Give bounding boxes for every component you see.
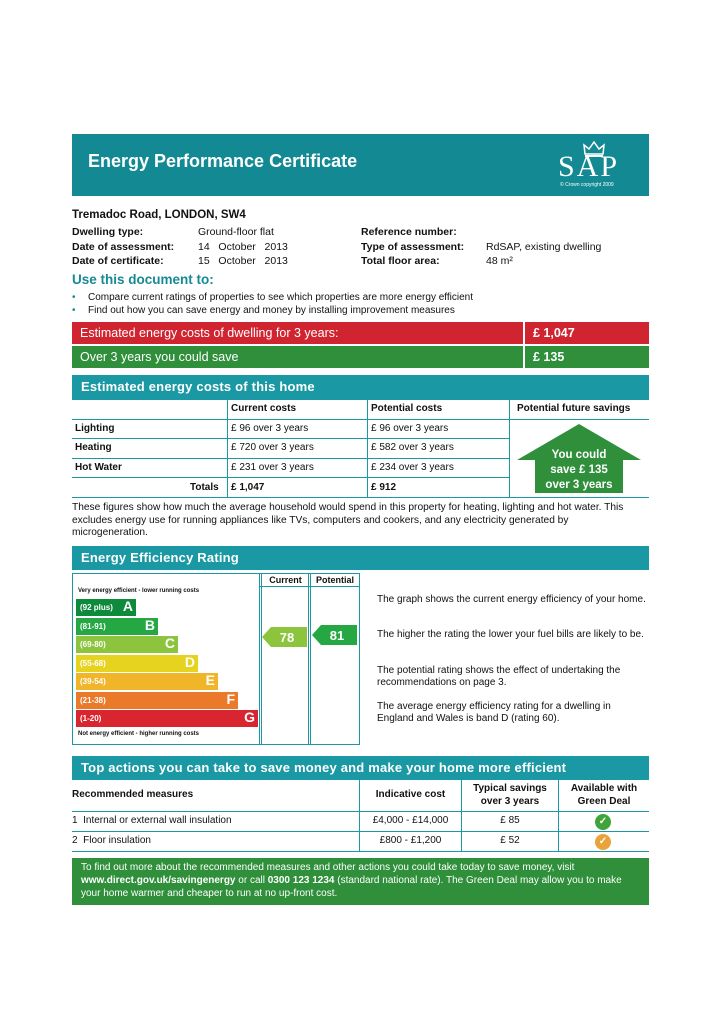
band-range: (39-54) xyxy=(80,677,106,686)
property-address: Tremadoc Road, LONDON, SW4 xyxy=(72,209,246,221)
bullet-icon: • xyxy=(72,292,76,303)
band-letter: G xyxy=(244,709,255,725)
costs-description: These figures show how much the average household would spend in this property for heating, lighting and hot water. This excludes energy use for running appliances like TVs, computers and cookers, and any electricity generated by microgeneration. xyxy=(72,502,624,538)
band-letter: D xyxy=(184,653,195,670)
eer-text-2: The higher the rating the lower your fuel bills are likely to be. xyxy=(377,629,644,640)
check-icon: ✓ xyxy=(595,814,611,830)
band-range: (1-20) xyxy=(80,714,102,723)
date-certificate-label: Date of certificate: xyxy=(72,255,164,267)
row-lighting-potential: £ 96 over 3 years xyxy=(371,423,449,434)
crown-copyright: © Crown copyright 2009 xyxy=(560,182,614,188)
band-range: (55-68) xyxy=(80,658,106,668)
col-potential: Potential xyxy=(315,575,354,585)
band-range: (21-38) xyxy=(80,695,106,705)
rating-band-c xyxy=(76,636,178,653)
section-top-actions: Top actions you can take to save money and make your home more efficient xyxy=(72,756,649,780)
row-2-saving: £ 52 xyxy=(500,835,520,846)
type-assessment-label: Type of assessment: xyxy=(361,241,465,253)
eer-text-4: The average energy efficiency rating for a dwelling in England and Wales is band D (rating 60). xyxy=(377,701,611,724)
band-letter: E xyxy=(205,672,215,688)
row-hotwater-label: Hot Water xyxy=(75,462,122,473)
band-letter: C xyxy=(164,635,175,651)
rating-band-d xyxy=(76,655,198,672)
row-hotwater-potential: £ 234 over 3 years xyxy=(371,462,454,473)
list-item: • Find out how you can save energy and money by installing improvement measures xyxy=(72,305,455,316)
row-lighting-label: Lighting xyxy=(75,423,115,434)
section-energy-costs: Estimated energy costs of this home xyxy=(72,375,649,399)
potential-rating: 81 xyxy=(329,628,345,643)
rating-band-e xyxy=(76,673,218,690)
list-item: • Compare current ratings of properties to see which properties are more energy efficient xyxy=(72,292,474,303)
sap-logo-text: SAP xyxy=(558,150,620,183)
total-potential: £ 912 xyxy=(371,482,397,493)
rating-band-f xyxy=(76,692,238,709)
col-potential-costs: Potential costs xyxy=(371,403,443,414)
band-letter: B xyxy=(144,616,155,633)
date-assessment-value: 14 October 2013 xyxy=(198,241,288,253)
table-row: 2 Floor insulation xyxy=(72,835,151,846)
section-efficiency-rating: Energy Efficiency Rating xyxy=(72,546,649,570)
savings-label: Over 3 years you could save xyxy=(72,346,523,368)
footer-info: To find out more about the recommended measures and other actions you could take today to save money, visit www.direct.gov.uk/savingenergy or call 0300 123 1234 (standard national rate). The Green Deal may allow you to make your home warmer and cheaper to run at no up-front cost. xyxy=(72,858,649,905)
estimated-cost-label: Estimated energy costs of dwelling for 3 years: xyxy=(72,322,523,344)
row-1-cost: £4,000 - £14,000 xyxy=(372,815,449,826)
band-letter: A xyxy=(122,598,133,614)
date-assessment-label: Date of assessment: xyxy=(72,241,175,253)
row-1-saving: £ 85 xyxy=(500,815,520,826)
row-lighting-current: £ 96 over 3 years xyxy=(231,423,309,434)
band-range: (81-91) xyxy=(80,621,106,631)
band-range: (92 plus) xyxy=(80,603,113,612)
type-assessment-value: RdSAP, existing dwelling xyxy=(486,241,602,253)
floor-area-label: Total floor area: xyxy=(361,255,440,267)
date-certificate-value: 15 October 2013 xyxy=(198,255,288,267)
rating-band-a xyxy=(76,599,136,616)
col-typical-savings: Typical savings over 3 years xyxy=(473,783,547,807)
footer-phone: 0300 123 1234 xyxy=(267,874,335,886)
dwelling-type-value: Ground-floor flat xyxy=(198,226,274,238)
col-future-savings: Potential future savings xyxy=(517,403,631,414)
col-current-costs: Current costs xyxy=(231,403,297,414)
table-row: 1 Internal or external wall insulation xyxy=(72,815,232,826)
band-letter: F xyxy=(226,690,235,707)
row-heating-potential: £ 582 over 3 years xyxy=(371,442,454,453)
row-hotwater-current: £ 231 over 3 years xyxy=(231,462,314,473)
col-indicative-cost: Indicative cost xyxy=(375,789,446,800)
footer-link[interactable]: www.direct.gov.uk/savingenergy xyxy=(81,874,236,886)
estimated-cost-bar xyxy=(72,322,649,344)
col-current: Current xyxy=(269,575,302,585)
top-note: Very energy efficient - lower running costs xyxy=(78,588,200,594)
eer-text-1: The graph shows the current energy efficiency of your home. xyxy=(377,594,646,605)
check-icon: ✓ xyxy=(595,834,611,850)
savings-value: £ 135 xyxy=(525,346,649,368)
eer-text-3: The potential rating shows the effect of undertaking the recommendations on page 3. xyxy=(377,665,621,688)
savings-arrow-text: You could save £ 135 over 3 years xyxy=(545,449,613,491)
dwelling-type-label: Dwelling type: xyxy=(72,226,144,238)
bullet-icon: • xyxy=(72,305,76,316)
page-title: Energy Performance Certificate xyxy=(88,151,358,171)
totals-label: Totals xyxy=(190,482,219,493)
reference-label: Reference number: xyxy=(361,226,457,238)
use-bullets xyxy=(72,291,473,317)
current-rating: 78 xyxy=(279,630,295,645)
row-heating-label: Heating xyxy=(75,442,112,453)
use-document-title: Use this document to: xyxy=(72,272,214,287)
rating-band-b xyxy=(76,618,158,635)
sap-logo xyxy=(558,140,636,192)
estimated-cost-value: £ 1,047 xyxy=(525,322,649,344)
col-recommended-measures: Recommended measures xyxy=(72,789,194,800)
band-range: (69-80) xyxy=(80,640,106,649)
bottom-note: Not energy efficient - higher running costs xyxy=(78,731,200,737)
floor-area-value: 48 m² xyxy=(486,255,513,267)
row-2-cost: £800 - £1,200 xyxy=(379,835,442,846)
col-green-deal: Available with Green Deal xyxy=(570,783,638,807)
row-heating-current: £ 720 over 3 years xyxy=(231,442,314,453)
total-current: £ 1,047 xyxy=(231,482,265,493)
savings-bar xyxy=(72,346,649,368)
rating-band-g xyxy=(76,710,258,727)
